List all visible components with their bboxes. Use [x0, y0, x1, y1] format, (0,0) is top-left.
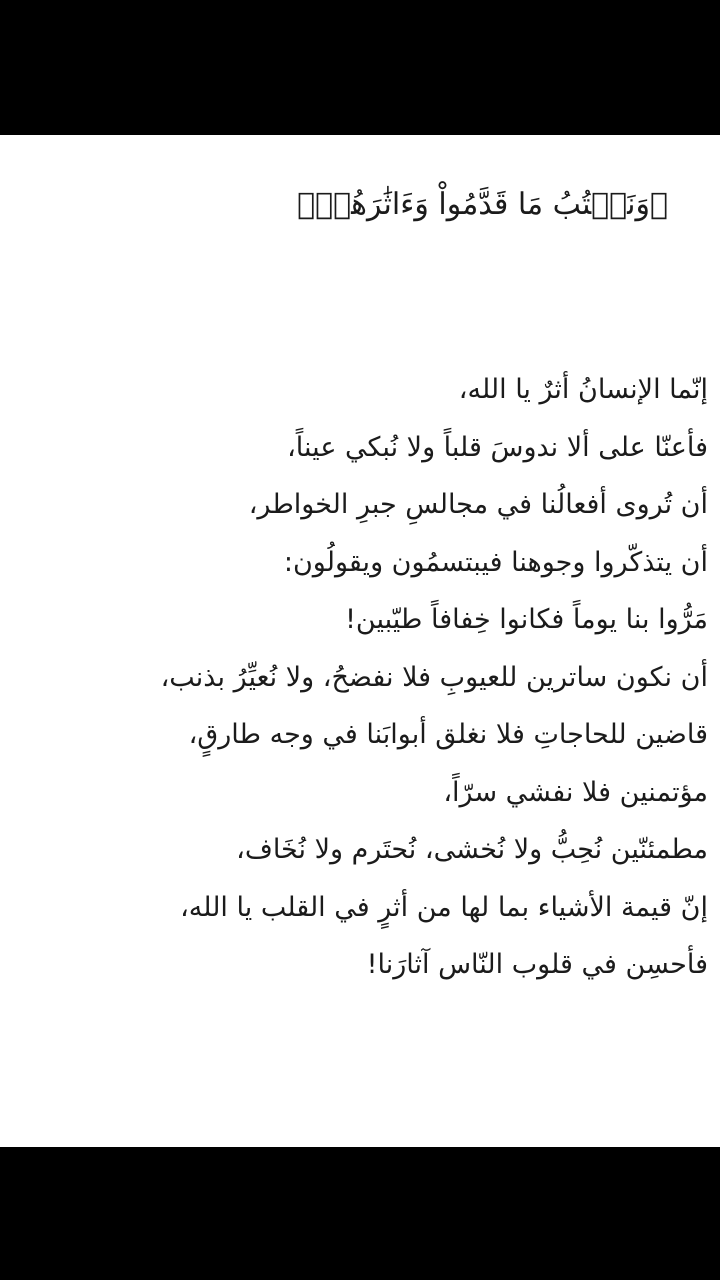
poem-line: إنّ قيمة الأشياء بما لها من أثرٍ في القلب يا الله، [180, 891, 708, 923]
poem-line: مَرُّوا بنا يوماً فكانوا خِفافاً طيّبين! [345, 604, 708, 635]
quran-verse: ﴿وَنَكۡتُبُ مَا قَدَّمُواْ وَءَاثَٰرَهُمۡ﴾ [297, 187, 668, 222]
poem-line: أن نكون ساترين للعيوبِ فلا نفضحُ، ولا نُعيِّرُ بذنب، [160, 661, 708, 693]
poem-line: مؤتمنين فلا نفشي سرّاً، [443, 776, 708, 808]
poem-line: فأحسِن في قلوب النّاس آثارَنا! [366, 949, 708, 980]
poem-line: إنّما الإنسانُ أثرٌ يا الله، [458, 374, 708, 405]
bottom-letterbox [0, 1147, 720, 1280]
poem-line: فأعنّا على ألا ندوسَ قلباً ولا نُبكي عيناً، [287, 431, 708, 463]
poem-text [8, 361, 708, 994]
poem-line: أن تُروى أفعالُنا في مجالسِ جبرِ الخواطر، [248, 489, 708, 520]
top-letterbox [0, 0, 720, 135]
document-page [0, 135, 720, 1147]
poem-line: قاضين للحاجاتِ فلا نغلق أبوابَنا في وجه طارقٍ، [188, 719, 708, 750]
poem-line: أن يتذكّروا وجوهنا فيبتسمُون ويقولُون: [283, 546, 708, 578]
poem-line: مطمئنّين نُحِبُّ ولا نُخشى، نُحتَرم ولا نُخَاف، [236, 834, 708, 865]
